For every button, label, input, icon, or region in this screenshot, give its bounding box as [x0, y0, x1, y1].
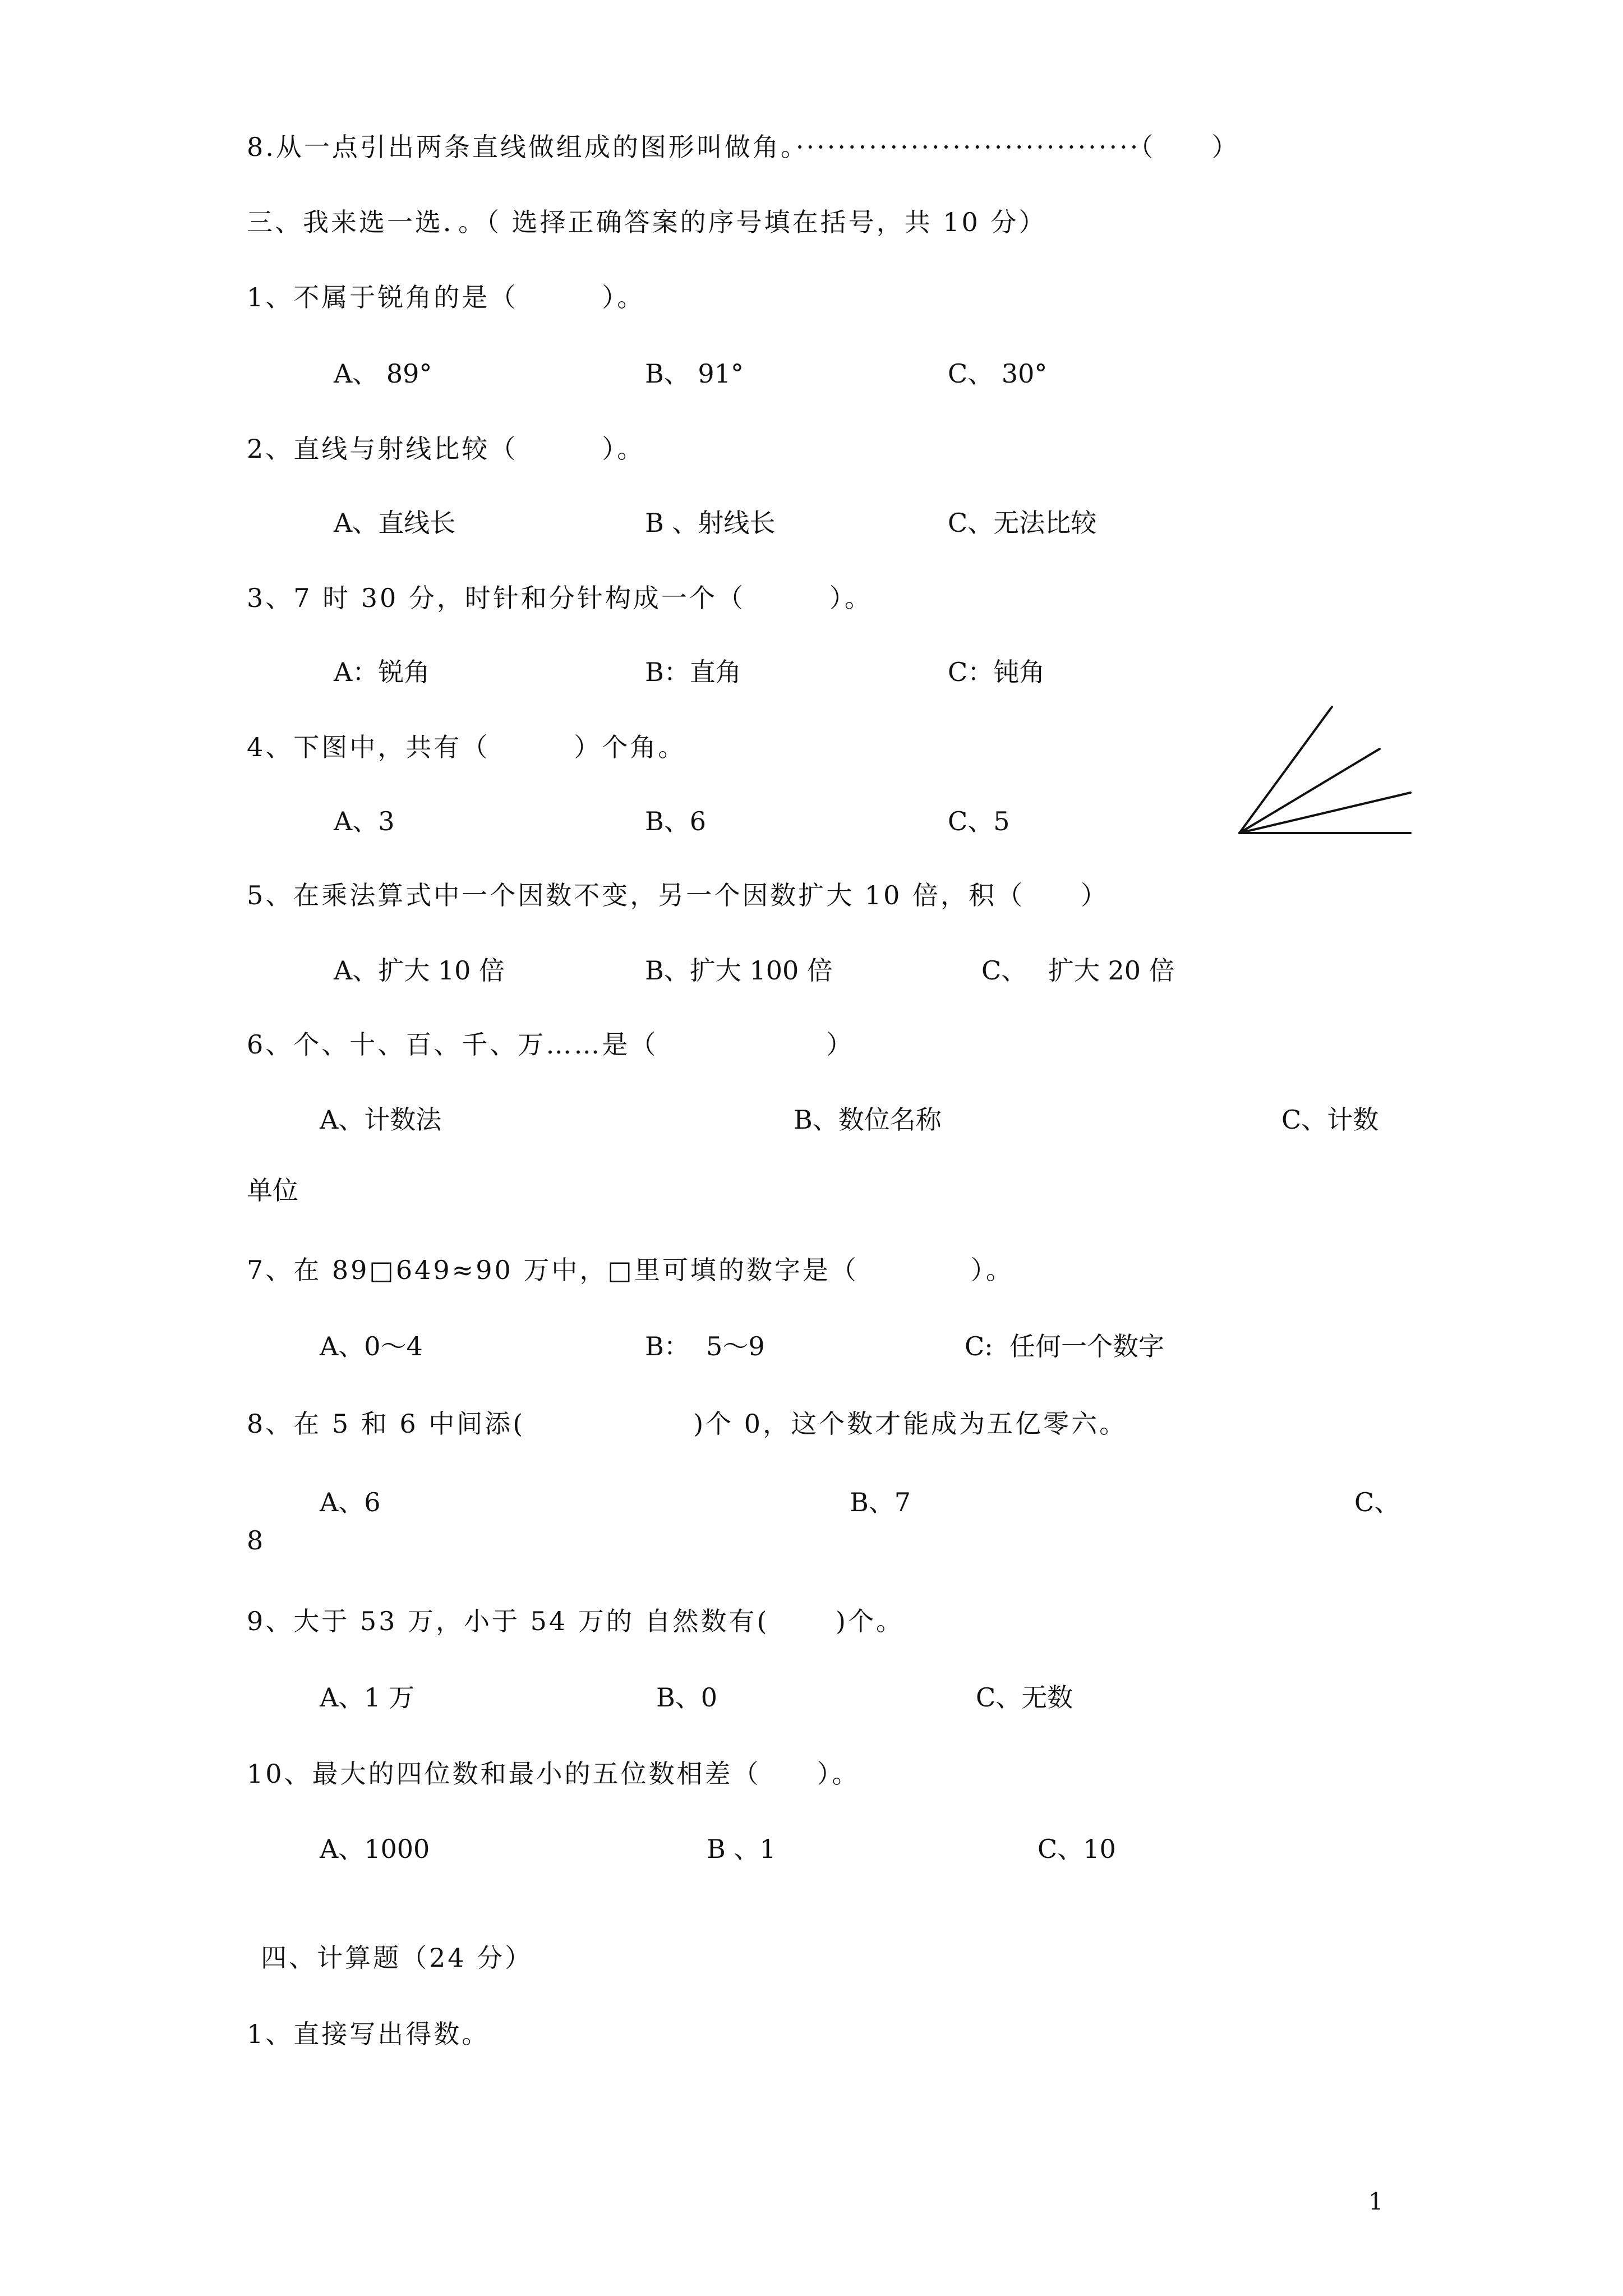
q9-option-a: A、1 万	[320, 1682, 415, 1713]
q1-option-c: C、 30°	[948, 358, 1048, 389]
question-2: 2、直线与射线比较（ ）。	[247, 434, 645, 464]
q3-option-c: C：钝角	[948, 657, 1045, 687]
q1-option-b: B、 91°	[645, 358, 744, 389]
q7-option-b: B： 5～9	[645, 1331, 765, 1361]
q7-option-c: C: 任何一个数字	[965, 1331, 1164, 1361]
q5-option-a: A、扩大 10 倍	[334, 955, 505, 986]
q3-option-b: B：直角	[645, 657, 741, 687]
q7-option-a: A、0～4	[320, 1331, 423, 1361]
question-5: 5、在乘法算式中一个因数不变，另一个因数扩大 10 倍，积（ ）	[247, 880, 1109, 910]
section-heading-calculation: 四、计算题（24 分）	[261, 1943, 533, 1973]
q10-option-c: C、10	[1038, 1834, 1116, 1864]
question-9: 9、大于 53 万，小于 54 万的 自然数有( )个。	[247, 1606, 904, 1636]
angle-rays-figure	[1228, 696, 1419, 841]
q4-option-b: B、6	[645, 806, 707, 836]
section-heading-choice: 三、我来选一选．。（ 选择正确答案的序号填在括号，共 10 分）	[247, 207, 1047, 237]
question-1: 1、不属于锐角的是（ ）。	[247, 282, 645, 312]
q6-option-b: B、数位名称	[794, 1105, 942, 1135]
q3-option-a: A：锐角	[334, 657, 430, 687]
q9-option-c: C、无数	[976, 1682, 1073, 1713]
q4-option-a: A、3	[334, 806, 395, 836]
calc-question-1: 1、直接写出得数。	[247, 2019, 490, 2049]
q6-option-c-wrap: 单位	[247, 1175, 298, 1205]
question-10: 10、最大的四位数和最小的五位数相差（ ）。	[247, 1759, 860, 1789]
q10-option-b: B 、1	[707, 1834, 776, 1864]
question-6: 6、个、十、百、千、万……是（ ）	[247, 1029, 855, 1060]
q9-option-b: B、0	[656, 1682, 718, 1713]
q2-option-b: B 、射线长	[645, 508, 776, 538]
q8-option-c-wrap: 8	[247, 1525, 264, 1556]
q10-option-a: A、1000	[320, 1834, 430, 1864]
q5-option-c: C、 扩大 20 倍	[981, 955, 1175, 986]
ray-2	[1239, 749, 1380, 833]
q8-option-c: C、	[1354, 1487, 1400, 1517]
q2-option-a: A、直线长	[334, 508, 456, 538]
judgment-item-8: 8.从一点引出两条直线做组成的图形叫做角。·································（ ）	[247, 132, 1240, 162]
q1-option-a: A、 89°	[334, 358, 432, 389]
q4-option-c: C、5	[948, 806, 1010, 836]
page-number: 1	[1368, 2188, 1384, 2215]
question-3: 3、7 时 30 分，时针和分针构成一个（ ）。	[247, 583, 873, 613]
q8-option-a: A、6	[320, 1487, 381, 1517]
question-7: 7、在 89□649≈90 万中，□里可填的数字是（ ）。	[247, 1255, 1014, 1285]
q5-option-b: B、扩大 100 倍	[645, 955, 833, 986]
q6-option-c: C、计数	[1281, 1105, 1379, 1135]
question-4: 4、下图中，共有（ ）个角。	[247, 732, 686, 762]
question-8: 8、在 5 和 6 中间添( )个 0，这个数才能成为五亿零六。	[247, 1409, 1128, 1439]
q8-option-b: B、7	[850, 1487, 911, 1517]
q2-option-c: C、无法比较	[948, 508, 1097, 538]
q6-option-a: A、计数法	[320, 1105, 442, 1135]
